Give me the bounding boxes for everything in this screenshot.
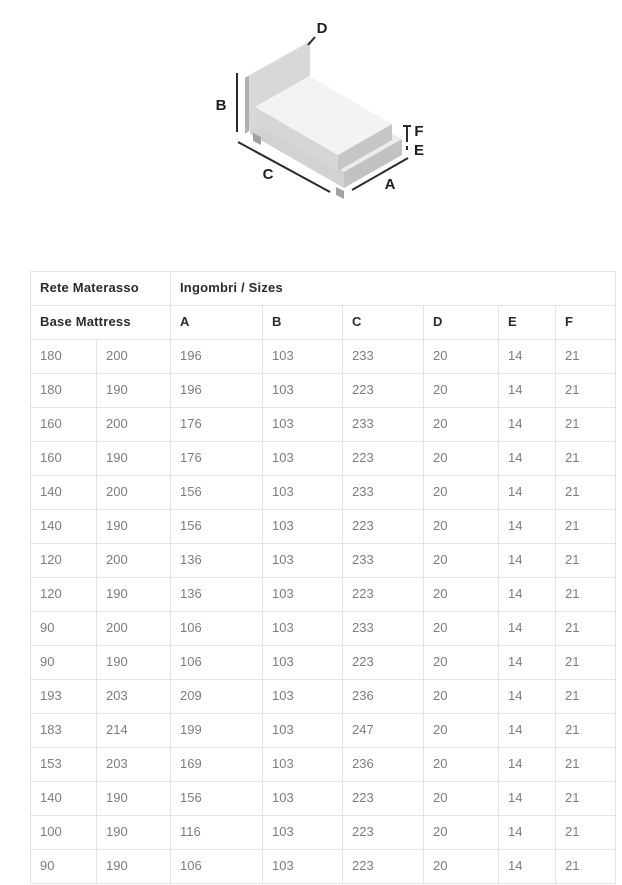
size-cell: 21 [556, 850, 616, 884]
size-cell: 190 [97, 442, 171, 476]
size-cell: 160 [31, 442, 97, 476]
table-row [31, 408, 616, 442]
size-cell: 21 [556, 748, 616, 782]
dim-tick-d [308, 37, 315, 45]
size-cell: 200 [97, 612, 171, 646]
size-cell: 196 [171, 340, 263, 374]
size-cell: 140 [31, 510, 97, 544]
size-cell: 103 [263, 578, 343, 612]
size-cell: 21 [556, 510, 616, 544]
size-cell: 103 [263, 850, 343, 884]
size-cell: 14 [499, 714, 556, 748]
size-cell: 21 [556, 340, 616, 374]
size-cell: 21 [556, 408, 616, 442]
size-cell: 14 [499, 850, 556, 884]
size-cell: 20 [424, 408, 499, 442]
size-cell: 103 [263, 714, 343, 748]
header-rete-materasso: Rete Materasso [31, 272, 171, 306]
size-cell: 14 [499, 816, 556, 850]
size-cell: 176 [171, 408, 263, 442]
size-cell: 103 [263, 442, 343, 476]
size-cell: 21 [556, 476, 616, 510]
size-cell: 233 [343, 408, 424, 442]
label-b: B [215, 97, 227, 114]
size-cell: 223 [343, 578, 424, 612]
sizes-table-header [31, 272, 616, 340]
size-cell: 233 [343, 476, 424, 510]
bed-isometric-diagram [200, 10, 440, 215]
size-cell: 103 [263, 680, 343, 714]
size-cell: 103 [263, 408, 343, 442]
sizes-table-body [31, 340, 616, 884]
size-cell: 21 [556, 816, 616, 850]
header-col-b: B [263, 306, 343, 340]
size-cell: 90 [31, 612, 97, 646]
size-cell: 223 [343, 374, 424, 408]
size-cell: 20 [424, 374, 499, 408]
size-cell: 247 [343, 714, 424, 748]
size-cell: 14 [499, 374, 556, 408]
size-cell: 200 [97, 476, 171, 510]
size-cell: 176 [171, 442, 263, 476]
size-cell: 21 [556, 680, 616, 714]
size-cell: 169 [171, 748, 263, 782]
header-col-c: C [343, 306, 424, 340]
size-cell: 21 [556, 544, 616, 578]
size-cell: 20 [424, 816, 499, 850]
size-cell: 14 [499, 510, 556, 544]
size-cell: 106 [171, 850, 263, 884]
size-cell: 103 [263, 782, 343, 816]
size-cell: 103 [263, 646, 343, 680]
label-d: D [316, 20, 328, 37]
size-cell: 209 [171, 680, 263, 714]
size-cell: 190 [97, 374, 171, 408]
size-cell: 200 [97, 340, 171, 374]
table-row [31, 544, 616, 578]
size-cell: 190 [97, 646, 171, 680]
size-cell: 156 [171, 782, 263, 816]
size-cell: 20 [424, 748, 499, 782]
table-row [31, 374, 616, 408]
size-cell: 190 [97, 782, 171, 816]
size-cell: 20 [424, 442, 499, 476]
size-cell: 21 [556, 782, 616, 816]
header-ingombri-sizes: Ingombri / Sizes [171, 272, 616, 306]
size-cell: 20 [424, 646, 499, 680]
size-cell: 116 [171, 816, 263, 850]
size-cell: 14 [499, 612, 556, 646]
size-cell: 20 [424, 510, 499, 544]
size-cell: 223 [343, 850, 424, 884]
size-cell: 20 [424, 340, 499, 374]
header-base-mattress: Base Mattress [31, 306, 171, 340]
header-col-a: A [171, 306, 263, 340]
size-cell: 156 [171, 510, 263, 544]
table-row [31, 578, 616, 612]
size-cell: 103 [263, 544, 343, 578]
table-row [31, 510, 616, 544]
size-cell: 103 [263, 748, 343, 782]
size-cell: 223 [343, 646, 424, 680]
table-row [31, 612, 616, 646]
size-cell: 203 [97, 748, 171, 782]
size-cell: 180 [31, 340, 97, 374]
size-cell: 103 [263, 340, 343, 374]
size-cell: 223 [343, 782, 424, 816]
table-row [31, 340, 616, 374]
size-cell: 183 [31, 714, 97, 748]
size-cell: 103 [263, 612, 343, 646]
size-cell: 156 [171, 476, 263, 510]
size-cell: 200 [97, 544, 171, 578]
size-cell: 20 [424, 612, 499, 646]
size-cell: 199 [171, 714, 263, 748]
size-cell: 196 [171, 374, 263, 408]
table-row [31, 748, 616, 782]
table-row [31, 680, 616, 714]
size-cell: 200 [97, 408, 171, 442]
table-row [31, 442, 616, 476]
header-col-d: D [424, 306, 499, 340]
label-f: F [414, 123, 424, 140]
size-cell: 21 [556, 646, 616, 680]
size-cell: 14 [499, 442, 556, 476]
size-cell: 120 [31, 578, 97, 612]
size-cell: 223 [343, 510, 424, 544]
size-cell: 153 [31, 748, 97, 782]
size-cell: 106 [171, 612, 263, 646]
size-cell: 120 [31, 544, 97, 578]
header-col-f: F [556, 306, 616, 340]
size-cell: 233 [343, 544, 424, 578]
size-cell: 20 [424, 544, 499, 578]
table-row [31, 646, 616, 680]
size-cell: 21 [556, 714, 616, 748]
size-cell: 21 [556, 612, 616, 646]
size-cell: 90 [31, 850, 97, 884]
size-cell: 14 [499, 544, 556, 578]
size-cell: 14 [499, 782, 556, 816]
size-cell: 223 [343, 442, 424, 476]
size-cell: 21 [556, 442, 616, 476]
size-cell: 20 [424, 850, 499, 884]
size-cell: 20 [424, 680, 499, 714]
size-cell: 21 [556, 578, 616, 612]
size-cell: 190 [97, 578, 171, 612]
size-cell: 140 [31, 476, 97, 510]
label-a: A [384, 176, 396, 193]
size-cell: 236 [343, 748, 424, 782]
size-cell: 103 [263, 374, 343, 408]
size-cell: 214 [97, 714, 171, 748]
table-row [31, 816, 616, 850]
table-row [31, 714, 616, 748]
size-cell: 21 [556, 374, 616, 408]
size-cell: 180 [31, 374, 97, 408]
size-cell: 140 [31, 782, 97, 816]
size-cell: 160 [31, 408, 97, 442]
size-cell: 14 [499, 748, 556, 782]
size-cell: 193 [31, 680, 97, 714]
sizes-table [30, 271, 616, 884]
size-cell: 236 [343, 680, 424, 714]
size-cell: 190 [97, 510, 171, 544]
size-cell: 14 [499, 340, 556, 374]
table-row [31, 476, 616, 510]
size-cell: 136 [171, 578, 263, 612]
size-cell: 190 [97, 816, 171, 850]
size-cell: 20 [424, 782, 499, 816]
size-cell: 103 [263, 476, 343, 510]
label-c: C [262, 166, 274, 183]
size-cell: 14 [499, 646, 556, 680]
size-cell: 233 [343, 340, 424, 374]
size-cell: 14 [499, 408, 556, 442]
size-cell: 223 [343, 816, 424, 850]
size-cell: 90 [31, 646, 97, 680]
size-cell: 20 [424, 578, 499, 612]
size-cell: 103 [263, 510, 343, 544]
size-cell: 136 [171, 544, 263, 578]
label-e: E [413, 142, 425, 159]
size-cell: 100 [31, 816, 97, 850]
size-cell: 14 [499, 476, 556, 510]
size-cell: 14 [499, 578, 556, 612]
header-row-groups [31, 272, 616, 306]
table-row [31, 782, 616, 816]
bed-dimensions-figure [0, 0, 622, 271]
table-row [31, 850, 616, 884]
header-row-columns [31, 306, 616, 340]
size-cell: 20 [424, 714, 499, 748]
size-cell: 20 [424, 476, 499, 510]
size-cell: 103 [263, 816, 343, 850]
size-cell: 203 [97, 680, 171, 714]
header-col-e: E [499, 306, 556, 340]
size-cell: 106 [171, 646, 263, 680]
size-cell: 14 [499, 680, 556, 714]
size-cell: 233 [343, 612, 424, 646]
size-cell: 190 [97, 850, 171, 884]
